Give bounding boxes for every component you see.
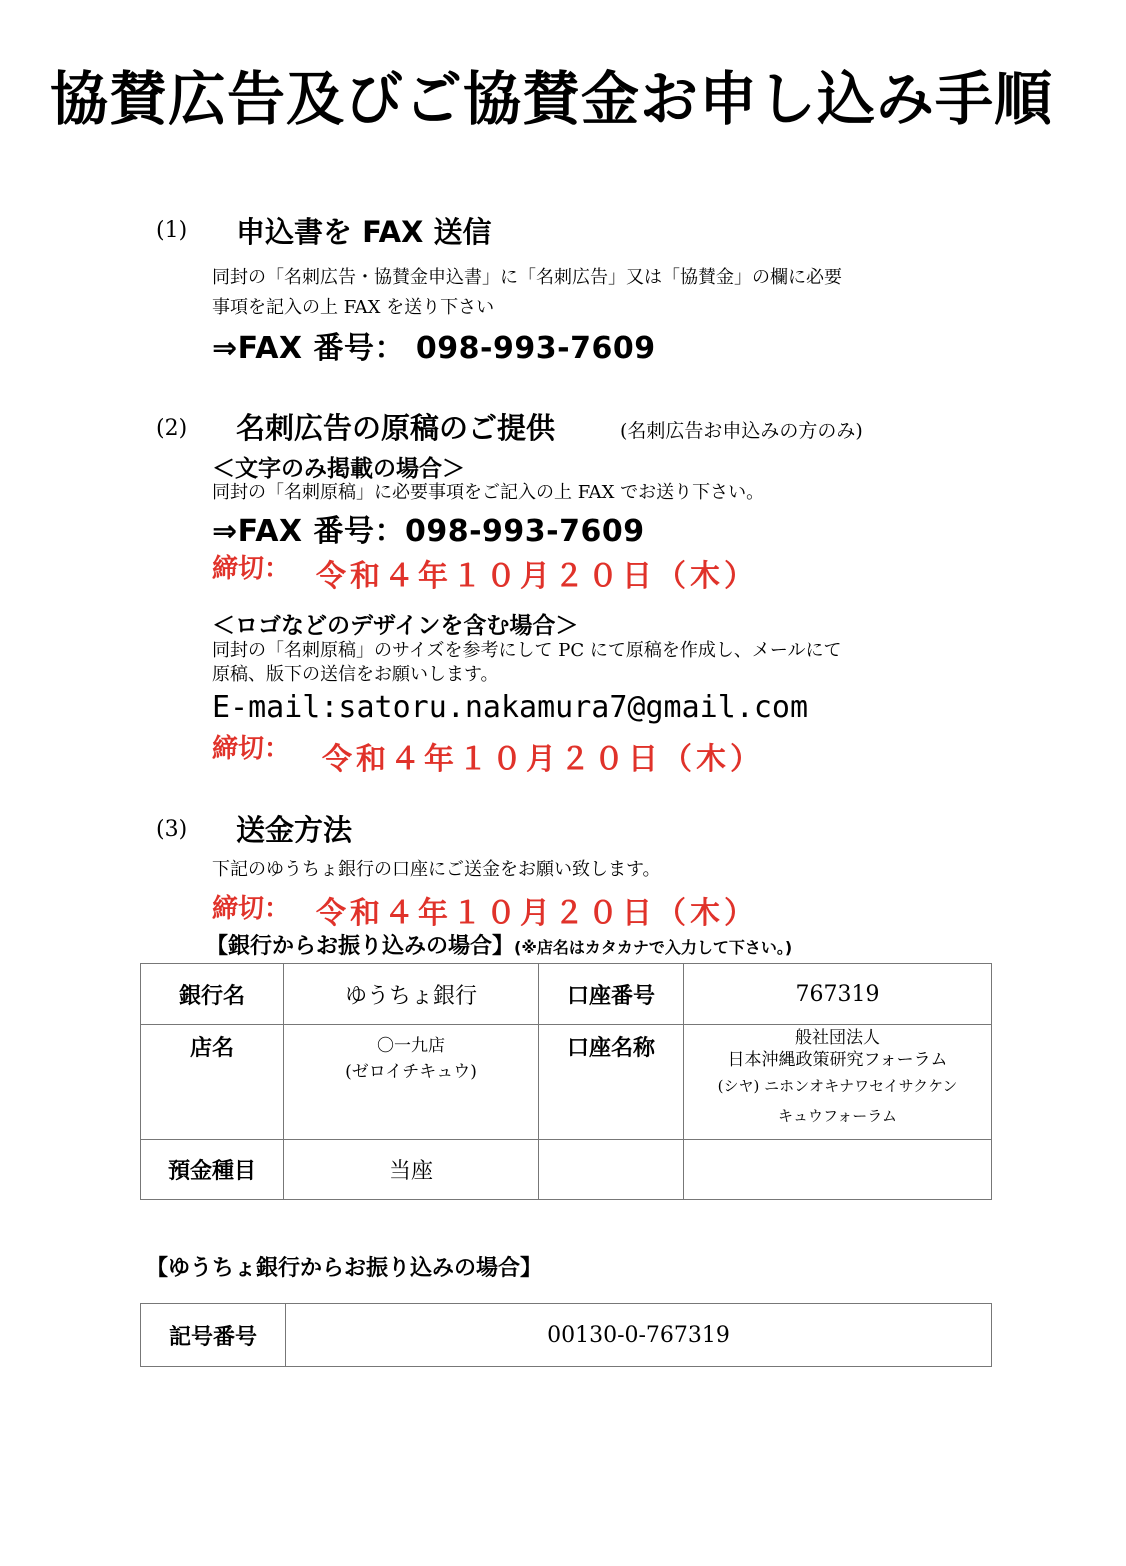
account-name-value (684, 1025, 992, 1140)
branch-kana: (ゼロイチキュウ) (345, 1062, 477, 1082)
section3-heading: 送金方法 (236, 813, 353, 847)
table-row (141, 1025, 992, 1140)
bank-transfer-heading-text: 【銀行からお振り込みの場合】 (206, 934, 515, 959)
case1-body: 同封の「名刺原稿」に必要事項をご記入の上 FAX でお送り下さい。 (212, 482, 765, 503)
bank-transfer-note: (※店名はカタカナで入力して下さい。) (514, 938, 793, 957)
case2-body-line2: 原稿、版下の送信をお願いします。 (212, 664, 499, 685)
postal-code-value: 00130-0-767319 (286, 1304, 992, 1367)
section3-number: (3) (156, 817, 188, 842)
case2-deadline-label: 締切： (212, 734, 291, 764)
section3-deadline-label: 締切： (212, 894, 291, 924)
branch-label: 店名 (141, 1025, 284, 1140)
section1-number: (1) (156, 218, 188, 243)
postal-account-table (140, 1303, 992, 1367)
bank-name-value: ゆうちょ銀行 (284, 964, 539, 1025)
account-number-value: 767319 (684, 964, 992, 1025)
account-name-line2: 日本沖縄政策研究フォーラム (727, 1050, 948, 1070)
section1-body-line1: 同封の「名刺広告・協賛金申込書」に「名刺広告」又は「協賛金」の欄に必要 (212, 267, 842, 288)
empty-cell (539, 1140, 684, 1200)
account-name-kana-line2: キュウフォーラム (777, 1107, 898, 1125)
bank-name-label: 銀行名 (141, 964, 284, 1025)
deposit-type-value: 当座 (284, 1140, 539, 1200)
table-row (141, 1140, 992, 1200)
case2-body-line1: 同封の「名刺原稿」のサイズを参考にして PC にて原稿を作成し、メールにて (212, 640, 842, 661)
postal-transfer-heading: 【ゆうちょ銀行からお振り込みの場合】 (146, 1256, 543, 1281)
section2-heading: 名刺広告の原稿のご提供 (236, 411, 556, 445)
postal-code-label: 記号番号 (141, 1304, 286, 1367)
case1-heading: ＜文字のみ掲載の場合＞ (212, 456, 465, 482)
table-row (141, 1304, 992, 1367)
section1-body-line2: 事項を記入の上 FAX を送り下さい (212, 297, 495, 318)
section2-number: (2) (156, 416, 188, 441)
section2-heading-note: (名刺広告お申込みの方のみ) (620, 420, 863, 442)
case1-deadline-date: 令和４年１０月２０日（木） (316, 559, 758, 594)
section1-heading: 申込書を FAX 送信 (236, 215, 492, 249)
branch-value (284, 1025, 539, 1140)
bank-account-table (140, 963, 992, 1200)
case2-email: E-mail:satoru.nakamura7@gmail.com (212, 690, 809, 725)
section3-body: 下記のゆうちょ銀行の口座にご送金をお願い致します。 (212, 859, 661, 880)
case1-deadline-label: 締切： (212, 554, 291, 584)
section1-fax-number: ⇒FAX 番号： 098-993-7609 (212, 331, 656, 366)
empty-cell (684, 1140, 992, 1200)
account-name-line1: 般社団法人 (795, 1028, 880, 1048)
case2-heading: ＜ロゴなどのデザインを含む場合＞ (212, 613, 579, 639)
section3-deadline-date: 令和４年１０月２０日（木） (316, 896, 758, 931)
case2-deadline-date: 令和４年１０月２０日（木） (322, 742, 764, 777)
account-number-label: 口座番号 (539, 964, 684, 1025)
bank-transfer-heading (206, 929, 792, 960)
deposit-type-label: 預金種目 (141, 1140, 284, 1200)
table-row (141, 964, 992, 1025)
case1-fax-number: ⇒FAX 番号：098-993-7609 (212, 514, 645, 549)
account-name-kana-line1: (シヤ) ニホンオキナワセイサクケン (717, 1077, 958, 1095)
page-title: 協賛広告及びご協賛金お申し込み手順 (50, 65, 1054, 133)
account-name-label: 口座名称 (539, 1025, 684, 1140)
branch-name: 〇一九店 (377, 1036, 445, 1056)
